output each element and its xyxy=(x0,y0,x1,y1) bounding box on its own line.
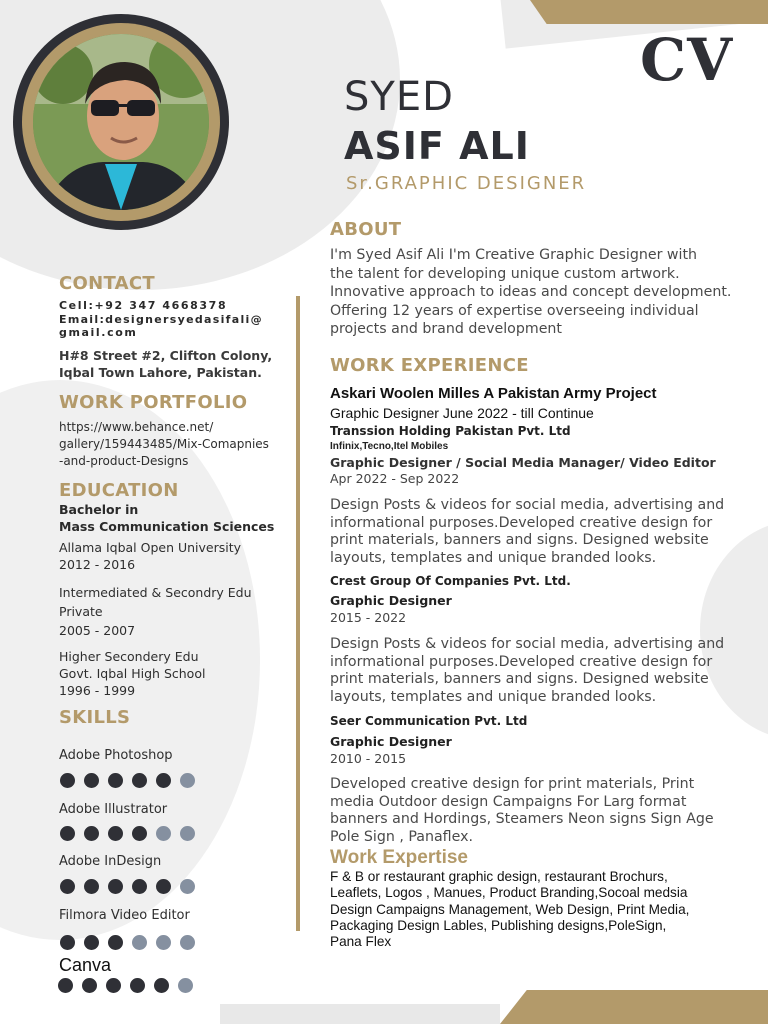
about-line: Offering 12 years of expertise overseeing individual xyxy=(330,302,699,319)
desc-line: Developed creative design for print materials, Print xyxy=(330,776,695,792)
last-name: ASIF ALI xyxy=(344,124,530,168)
crest-title: Crest Group Of Companies Pvt. Ltd. xyxy=(330,574,571,588)
crest-role: Graphic Designer xyxy=(330,593,452,608)
contact-address xyxy=(59,347,272,381)
rating-dot-empty xyxy=(132,935,147,950)
expertise-line: Leaflets, Logos , Manues, Product Branding,Socoal medsia xyxy=(330,885,688,901)
address-line: Iqbal Town Lahore, Pakistan. xyxy=(59,365,262,380)
expertise-text xyxy=(330,869,689,950)
rating-dot-filled xyxy=(132,826,147,841)
about-line: Innovative approach to ideas and concept development. xyxy=(330,284,732,300)
desc-line: layouts, templates and unique branded looks. xyxy=(330,549,657,566)
about-line: projects and brand development xyxy=(330,321,562,337)
corner-accent xyxy=(220,1004,500,1024)
rating-dot-filled xyxy=(132,879,147,894)
transsion-sub: Infinix,Tecno,Itel Mobiles xyxy=(330,441,449,452)
rating-dot-filled xyxy=(58,978,73,993)
rating-dot-filled xyxy=(130,978,145,993)
rating-dot-filled xyxy=(60,935,75,950)
rating-dot-filled xyxy=(84,879,99,894)
skill-name: Adobe Photoshop xyxy=(59,748,173,763)
corner-accent xyxy=(500,990,768,1024)
seer-title: Seer Communication Pvt. Ltd xyxy=(330,714,528,728)
seer-dates: 2010 - 2015 xyxy=(330,751,407,766)
askari-role: Graphic Designer June 2022 - till Continue xyxy=(330,405,594,421)
skills-heading: SKILLS xyxy=(59,707,131,728)
transsion-role: Graphic Designer / Social Media Manager/ Video Editor xyxy=(330,455,716,470)
desc-line: Pole Sign , Panaflex. xyxy=(330,828,474,845)
skill-rating xyxy=(58,978,193,993)
rating-dot-filled xyxy=(108,935,123,950)
intermediate-years: 2005 - 2007 xyxy=(59,623,136,638)
rating-dot-filled xyxy=(108,826,123,841)
university-years: 2012 - 2016 xyxy=(59,557,136,572)
first-name: SYED xyxy=(344,74,454,120)
hs-line: Govt. Iqbal High School xyxy=(59,666,206,681)
skill-name: Adobe Illustrator xyxy=(59,802,168,817)
column-divider xyxy=(296,296,300,931)
skill-name: Canva xyxy=(59,955,112,975)
degree-line: Bachelor in xyxy=(59,502,139,517)
crest-dates: 2015 - 2022 xyxy=(330,610,407,625)
rating-dot-filled xyxy=(84,826,99,841)
hs-years: 1996 - 1999 xyxy=(59,683,136,698)
about-line: the talent for developing unique custom artwork. xyxy=(330,265,680,282)
about-text xyxy=(330,246,731,339)
desc-line: print materials, banners and signs. Designed website xyxy=(330,532,709,548)
skill-rating xyxy=(60,773,195,788)
portfolio-line: https://www.behance.net/ xyxy=(59,420,214,434)
education-intermediate xyxy=(59,584,252,639)
expertise-line: Design Campaigns Management, Web Design, Print Media, xyxy=(330,901,690,917)
expertise-line: F & B or restaurant graphic design, restaurant Brochurs, xyxy=(330,869,668,884)
job-title: Sr.GRAPHIC DESIGNER xyxy=(346,173,587,194)
contact-email-line2: gmail.com xyxy=(59,326,138,339)
degree-line: Mass Communication Sciences xyxy=(59,519,275,534)
rating-dot-empty xyxy=(156,935,171,950)
askari-title: Askari Woolen Milles A Pakistan Army Project xyxy=(330,385,657,402)
transsion-dates: Apr 2022 - Sep 2022 xyxy=(330,471,460,486)
rating-dot-empty xyxy=(156,826,171,841)
rating-dot-filled xyxy=(84,773,99,788)
skill-name: Adobe InDesign xyxy=(59,854,162,869)
about-heading: ABOUT xyxy=(330,219,402,240)
hs-line: Higher Secondery Edu xyxy=(59,649,199,664)
rating-dot-empty xyxy=(178,978,193,993)
university-name: Allama Iqbal Open University xyxy=(59,540,242,555)
contact-email: Email:designersyedasifali@ xyxy=(59,313,263,326)
rating-dot-filled xyxy=(60,879,75,894)
intermediate-line: Intermediated & Secondry Edu xyxy=(59,585,252,600)
rating-dot-filled xyxy=(154,978,169,993)
expertise-line: Packaging Design Lables, Publishing designs,PoleSign, xyxy=(330,917,667,933)
transsion-title: Transsion Holding Pakistan Pvt. Ltd xyxy=(330,424,571,438)
expertise-heading: Work Expertise xyxy=(330,847,468,868)
contact-cell: Cell:+92 347 4668378 xyxy=(59,299,228,312)
skill-name: Filmora Video Editor xyxy=(59,908,190,923)
crest-desc xyxy=(330,636,724,706)
desc-line: layouts, templates and unique branded looks. xyxy=(330,688,657,705)
desc-line: informational purposes.Developed creative design for xyxy=(330,514,713,531)
address-line: H#8 Street #2, Clifton Colony, xyxy=(59,348,273,363)
rating-dot-filled xyxy=(108,773,123,788)
education-university xyxy=(59,539,241,573)
transsion-desc xyxy=(330,497,724,567)
rating-dot-filled xyxy=(156,879,171,894)
desc-line: informational purposes.Developed creative design for xyxy=(330,653,713,670)
education-degree xyxy=(59,501,274,535)
expertise-line: Pana Flex xyxy=(330,934,392,950)
desc-line: print materials, banners and signs. Designed website xyxy=(330,671,709,687)
corner-accent xyxy=(530,0,768,24)
rating-dot-empty xyxy=(180,826,195,841)
skill-rating xyxy=(60,826,195,841)
rating-dot-filled xyxy=(132,773,147,788)
rating-dot-filled xyxy=(60,773,75,788)
portfolio-line: -and-product-Designs xyxy=(59,454,189,468)
seer-desc xyxy=(330,776,714,846)
education-heading: EDUCATION xyxy=(59,480,179,501)
cv-mark: CV xyxy=(640,26,734,94)
about-line: I'm Syed Asif Ali I'm Creative Graphic Designer with xyxy=(330,247,698,263)
desc-line: banners and Hordings, Steamers Neon signs Sign Age xyxy=(330,811,714,827)
rating-dot-empty xyxy=(180,773,195,788)
contact-heading: CONTACT xyxy=(59,273,155,294)
intermediate-line: Private xyxy=(59,604,103,619)
portfolio-link[interactable] xyxy=(59,419,269,470)
rating-dot-filled xyxy=(108,879,123,894)
education-high-school xyxy=(59,648,205,699)
rating-dot-empty xyxy=(180,879,195,894)
seer-role: Graphic Designer xyxy=(330,734,452,749)
avatar xyxy=(33,34,209,210)
work-heading: WORK EXPERIENCE xyxy=(330,355,529,376)
rating-dot-filled xyxy=(84,935,99,950)
rating-dot-empty xyxy=(180,935,195,950)
rating-dot-filled xyxy=(60,826,75,841)
rating-dot-filled xyxy=(106,978,121,993)
desc-line: media Outdoor design Campaigns For Larg format xyxy=(330,793,687,810)
portfolio-heading: WORK PORTFOLIO xyxy=(59,392,248,413)
desc-line: Design Posts & videos for social media, advertising and xyxy=(330,497,725,513)
rating-dot-filled xyxy=(156,773,171,788)
skill-rating xyxy=(60,879,195,894)
portfolio-line: gallery/159443485/Mix-Comapnies xyxy=(59,437,269,451)
skill-rating xyxy=(60,935,195,950)
rating-dot-filled xyxy=(82,978,97,993)
desc-line: Design Posts & videos for social media, advertising and xyxy=(330,636,725,652)
